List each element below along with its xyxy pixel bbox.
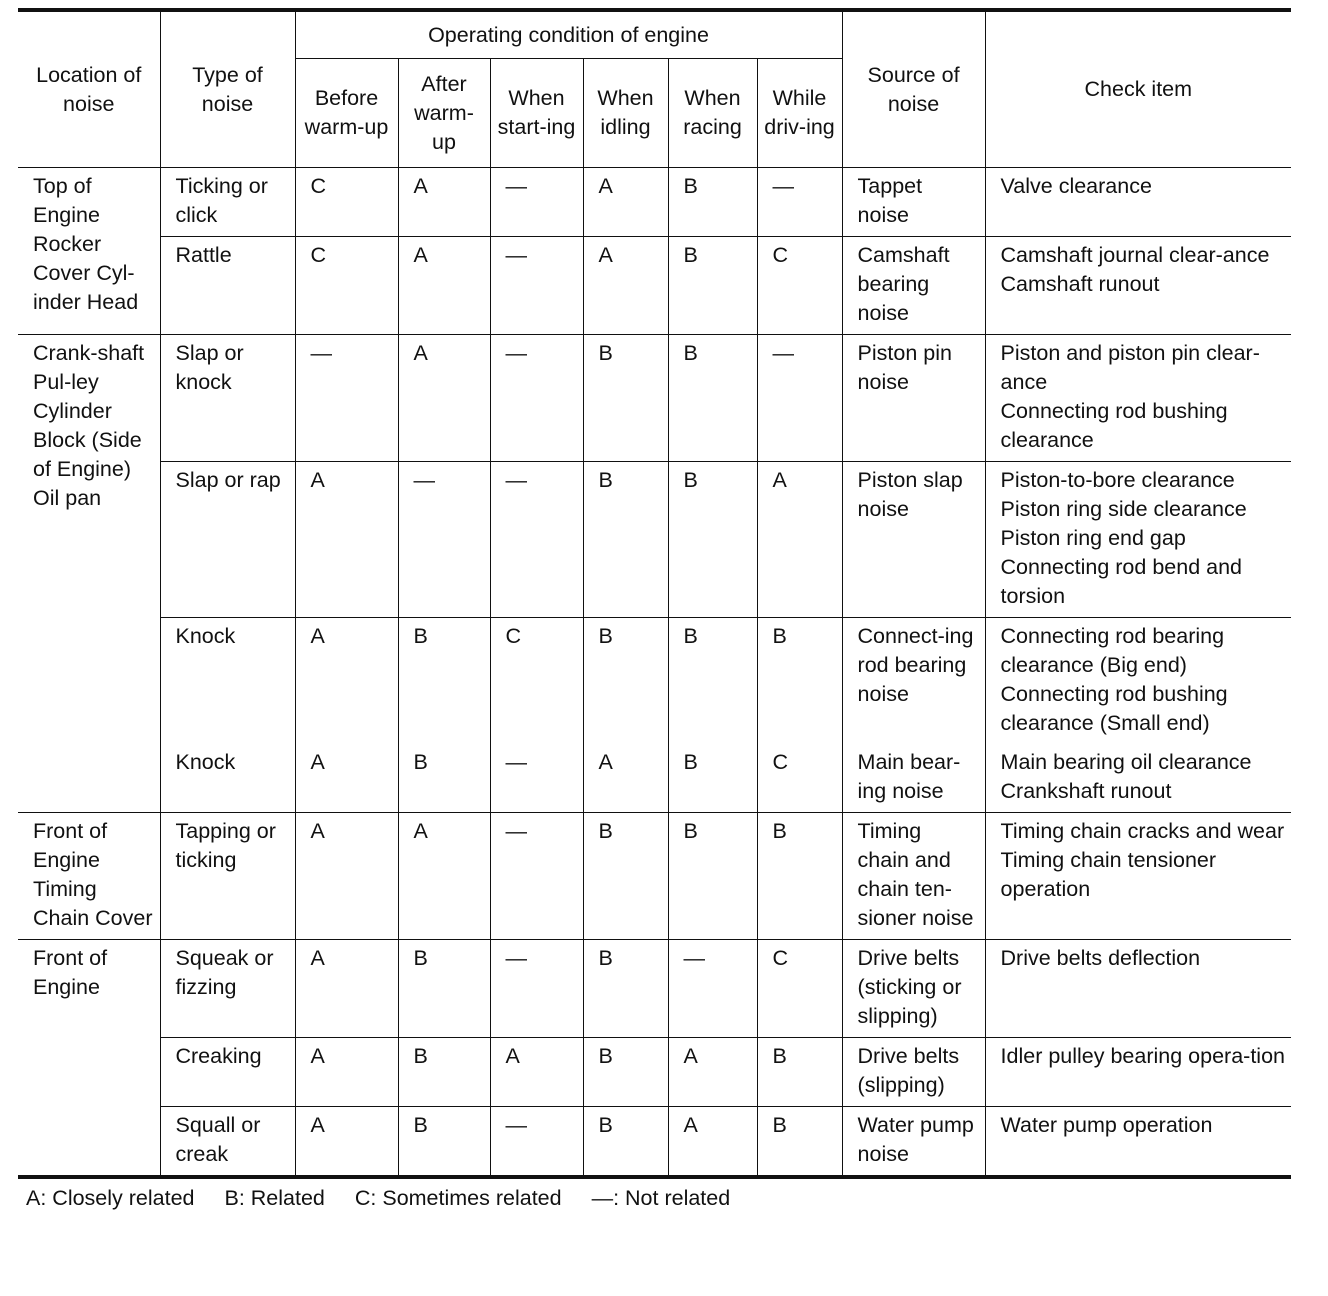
noise-type-cell: Slap or knock [160,335,295,462]
condition-rating-cell: B [757,813,842,940]
location-cell: Front of Engine Timing Chain Cover [18,813,160,940]
noise-source-cell: Tappet noise [842,168,985,237]
table-row [18,462,1291,618]
condition-rating-cell: — [490,335,583,462]
noise-source-cell: Water pump noise [842,1107,985,1178]
table-row [18,1107,1291,1178]
check-item-cell: Piston and piston pin clear-ance Connecting rod bushing clearance [985,335,1291,462]
condition-rating-cell: A [398,335,490,462]
legend-item: A: Closely related [26,1186,195,1210]
condition-rating-cell: A [295,1038,398,1107]
table-row [18,744,1291,813]
condition-rating-cell: B [398,1038,490,1107]
condition-rating-cell: B [668,462,757,618]
table-row [18,237,1291,335]
condition-rating-cell: B [757,1038,842,1107]
header-type: Type of noise [160,10,295,168]
check-item-cell: Water pump operation [985,1107,1291,1178]
condition-rating-cell: A [668,1107,757,1178]
condition-rating-cell: — [295,335,398,462]
condition-rating-cell: A [398,237,490,335]
condition-rating-cell: C [757,237,842,335]
noise-source-cell: Connect-ing rod bearing noise [842,618,985,745]
condition-rating-cell: B [583,618,668,745]
condition-rating-cell: B [757,618,842,745]
legend [18,1183,1291,1213]
condition-rating-cell: A [668,1038,757,1107]
condition-rating-cell: — [757,335,842,462]
condition-rating-cell: — [490,744,583,813]
header-condition: Before warm-up [295,59,398,168]
check-item-cell: Timing chain cracks and wear Timing chain tensioner operation [985,813,1291,940]
check-item-cell: Main bearing oil clearance Crankshaft runout [985,744,1291,813]
condition-rating-cell: C [757,940,842,1038]
table-row [18,168,1291,237]
condition-rating-cell: B [583,335,668,462]
condition-rating-cell: — [490,237,583,335]
condition-rating-cell: — [490,462,583,618]
condition-rating-cell: A [757,462,842,618]
condition-rating-cell: B [398,744,490,813]
table-row [18,335,1291,462]
noise-type-cell: Squall or creak [160,1107,295,1178]
condition-rating-cell: — [398,462,490,618]
table-header [18,10,1291,168]
condition-rating-cell: B [583,940,668,1038]
header-condition: When start-ing [490,59,583,168]
header-source: Source of noise [842,10,985,168]
condition-rating-cell: — [490,813,583,940]
condition-rating-cell: B [668,744,757,813]
noise-diagnosis-chart [18,8,1291,1213]
legend-item: B: Related [224,1186,325,1210]
noise-type-cell: Knock [175,750,236,774]
condition-rating-cell: C [490,618,583,745]
check-item-cell: Camshaft journal clear-ance Camshaft runout [985,237,1291,335]
condition-rating-cell: B [583,1038,668,1107]
condition-rating-cell: A [583,168,668,237]
legend-item: C: Sometimes related [354,1186,562,1210]
noise-source-cell: Camshaft bearing noise [842,237,985,335]
noise-type-cell: Ticking or click [160,168,295,237]
location-cell: Top of Engine Rocker Cover Cyl-inder Head [18,168,160,335]
check-item-cell: Valve clearance [985,168,1291,237]
condition-rating-cell: B [398,940,490,1038]
noise-type-cell: Tapping or ticking [160,813,295,940]
header-condition: After warm-up [398,59,490,168]
condition-rating-cell: A [295,618,398,745]
check-item-cell: Piston-to-bore clearance Piston ring side clearance Piston ring end gap Connecting rod bend and torsion [985,462,1291,618]
noise-table [18,8,1291,1179]
table-row [18,813,1291,940]
noise-source-cell: Drive belts (slipping) [842,1038,985,1107]
noise-source-cell: Main bear-ing noise [842,744,985,813]
condition-rating-cell: A [490,1038,583,1107]
header-location: Location of noise [18,10,160,168]
noise-type-cell: Rattle [160,237,295,335]
condition-rating-cell: A [295,744,398,813]
noise-type-cell: Creaking [160,1038,295,1107]
condition-rating-cell: — [490,1107,583,1178]
header-check-item: Check item [985,10,1291,168]
condition-rating-cell: A [295,1107,398,1178]
condition-rating-cell: A [398,168,490,237]
condition-rating-cell: B [583,462,668,618]
condition-rating-cell: B [668,237,757,335]
condition-rating-cell: A [295,940,398,1038]
noise-source-cell: Piston pin noise [842,335,985,462]
header-operating-condition: Operating condition of engine [295,10,842,59]
condition-rating-cell: B [668,618,757,745]
table-row [18,1038,1291,1107]
noise-source-cell: Timing chain and chain ten-sioner noise [842,813,985,940]
header-condition: When racing [668,59,757,168]
condition-rating-cell: B [668,813,757,940]
condition-rating-cell: C [295,168,398,237]
location-cell: Front of Engine [18,940,160,1178]
check-item-cell: Idler pulley bearing opera-tion [985,1038,1291,1107]
condition-rating-cell: — [490,168,583,237]
check-item-cell: Drive belts deflection [985,940,1291,1038]
condition-rating-cell: A [583,744,668,813]
header-condition: While driv-ing [757,59,842,168]
legend-item: —: Not related [591,1186,731,1210]
condition-rating-cell: A [398,813,490,940]
condition-rating-cell: B [668,335,757,462]
noise-type-cell: Squeak or fizzing [160,940,295,1038]
noise-type-cell: Knock [160,618,295,745]
location-cell: Crank-shaft Pul-ley Cylinder Block (Side of Engine) Oil pan [18,335,160,813]
table-row [18,618,1291,745]
condition-rating-cell: B [398,1107,490,1178]
condition-rating-cell: A [295,462,398,618]
condition-rating-cell: B [668,168,757,237]
condition-rating-cell: — [757,168,842,237]
condition-rating-cell: C [757,744,842,813]
header-condition: When idling [583,59,668,168]
condition-rating-cell: A [295,813,398,940]
condition-rating-cell: B [583,813,668,940]
condition-rating-cell: — [668,940,757,1038]
noise-source-cell: Drive belts (sticking or slipping) [842,940,985,1038]
condition-rating-cell: B [583,1107,668,1178]
table-body [18,168,1291,1178]
condition-rating-cell: — [490,940,583,1038]
condition-rating-cell: C [295,237,398,335]
condition-rating-cell: B [757,1107,842,1178]
noise-source-cell: Piston slap noise [842,462,985,618]
table-row [18,940,1291,1038]
noise-type-cell: Slap or rap [160,462,295,618]
condition-rating-cell: A [583,237,668,335]
condition-rating-cell: B [398,618,490,745]
check-item-cell: Connecting rod bearing clearance (Big end) Connecting rod bushing clearance (Small end) [985,618,1291,745]
